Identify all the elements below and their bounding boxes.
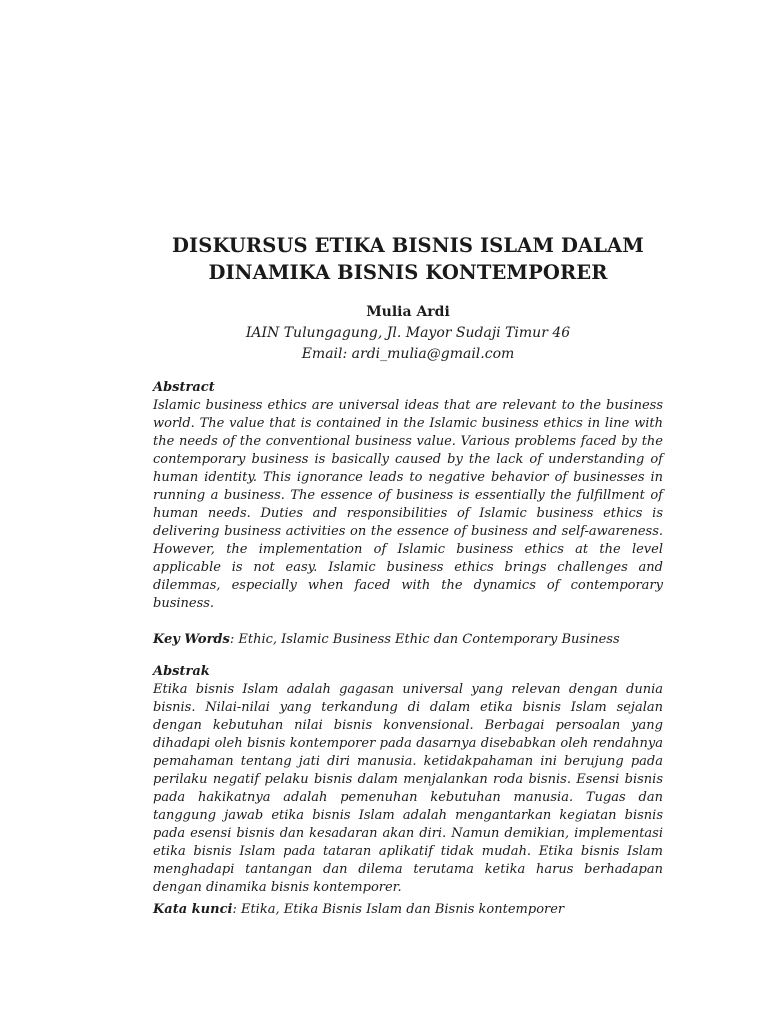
keywords-label: Key Words	[153, 632, 230, 647]
abstrak-heading: Abstrak	[153, 664, 210, 679]
paper-page	[153, 232, 663, 919]
abstrak-text: Etika bisnis Islam adalah gagasan universal yang relevan dengan dunia bisnis. Nilai-nilai yang terkandung di dalam etika bisnis Islam sejalan dengan kebutuhan nilai bisnis konvensional. Berbagai persoalan yang dihadapi oleh bisnis kontemporer pada dasarnya disebabkan oleh rendahnya pemahaman tentang jati diri manusia. ketidakpahaman ini berujung pada perilaku negatif pelaku bisnis dalam menjalankan roda bisnis. Esensi bisnis pada hakikatnya adalah pemenuhan kebutuhan manusia. Tugas dan tanggung jawab etika bisnis Islam adalah mengantarkan kegiatan bisnis pada esensi bisnis dan kesadaran akan diri. Namun demikian, implementasi etika bisnis Islam pada tataran aplikatif tidak mudah. Etika bisnis Islam menghadapi tantangan dan dilema terutama ketika harus berhadapan dengan dinamika bisnis kontemporer.	[153, 682, 663, 895]
abstract-english	[153, 379, 663, 613]
author-email: Email: ardi_mulia@gmail.com	[301, 346, 515, 362]
kata-kunci-label: Kata kunci	[153, 902, 233, 917]
abstract-indonesian	[153, 663, 663, 897]
keywords-text: : Ethic, Islamic Business Ethic dan Contemporary Business	[229, 632, 620, 647]
paper-title-line-2: DINAMIKA BISNIS KONTEMPORER	[208, 261, 608, 284]
paper-title-line-1: DISKURSUS ETIKA BISNIS ISLAM DALAM	[172, 234, 644, 257]
abstract-heading: Abstract	[153, 380, 215, 395]
kata-kunci-text: : Etika, Etika Bisnis Islam dan Bisnis kontemporer	[232, 902, 565, 917]
author-affiliation: IAIN Tulungagung, Jl. Mayor Sudaji Timur 46	[245, 325, 571, 341]
author-name: Mulia Ardi	[366, 304, 450, 320]
keywords-english	[153, 631, 663, 649]
abstract-text: Islamic business ethics are universal ideas that are relevant to the business world. The value that is contained in the Islamic business ethics in line with the needs of the conventional business value. Various problems faced by the contemporary business is basically caused by the lack of understanding of human identity. This ignorance leads to negative behavior of businesses in running a business. The essence of business is essentially the fulfillment of human needs. Duties and responsibilities of Islamic business ethics is delivering business activities on the essence of business and self-awareness. However, the implementation of Islamic business ethics at the level applicable is not easy. Islamic business ethics brings challenges and dilemmas, especially when faced with the dynamics of contemporary business.	[153, 398, 663, 611]
keywords-indonesian	[153, 901, 663, 919]
paper-title	[153, 232, 663, 286]
author-block	[153, 302, 663, 365]
